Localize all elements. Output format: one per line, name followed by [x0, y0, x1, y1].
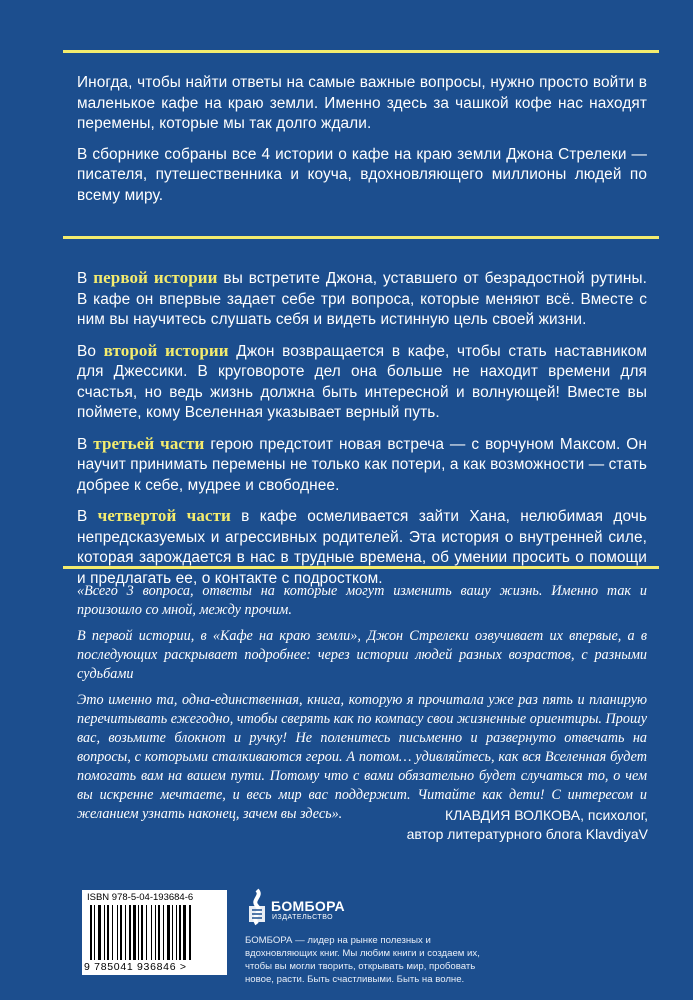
barcode-stripe	[120, 905, 122, 960]
story-paragraph-2	[77, 341, 647, 424]
signature-title: автор литературного блога KlavdiyaV	[406, 826, 648, 842]
barcode-stripe	[141, 905, 143, 960]
intro-paragraph-2: В сборнике собраны все 4 истории о кафе на краю земли Джона Стрелеки — писателя, путешественника и коуча, вдохновляющего миллионы людей по всему миру.	[77, 145, 647, 204]
review-section	[77, 582, 647, 831]
story-2-text: Джон возвращается в кафе, чтобы стать наставником для Джессики. В круговороте дел она больше не находит времени для счастья, но ведь жизнь должна быть интересной и волнующей! Вместе вы поймете, кому Вселенная указывает верный путь.	[77, 342, 647, 421]
barcode-stripe	[146, 905, 147, 960]
barcode-stripe	[90, 905, 92, 960]
barcode-stripe	[125, 905, 126, 960]
barcode-stripe	[158, 905, 160, 960]
barcode-stripe	[117, 905, 118, 960]
story-2-highlight: второй истории	[103, 340, 229, 360]
intro-section	[77, 73, 647, 206]
publisher-blurb: БОМБОРА — лидер на рынке полезных и вдохновляющих книг. Мы любим книги и создаем их, чтобы вы могли творить, открывать мир, пробовать новое, расти. Быть счастливыми. Быть на волне.	[245, 935, 480, 985]
story-4-prefix: В	[77, 508, 98, 525]
publisher-sub: ИЗДАТЕЛЬСТВО	[272, 914, 334, 921]
story-1-text: вы встретите Джона, уставшего от безрадостной рутины. В кафе он впервые задает себе три вопроса, которые меняют всё. Вместе с ним вы научитесь слушать себя и видеть истинную цель своей жизни.	[77, 270, 647, 328]
publisher-name: БОМБОРА	[271, 898, 345, 914]
barcode-stripe	[183, 905, 186, 960]
review-paragraph-2: В первой истории, в «Кафе на краю земли», Джон Стрелеки озвучивает их впервые, а в последующих раскрывает подробнее: через истории людей разных возрастов, с разными судьбами	[77, 628, 647, 682]
review-paragraph-3: Это именно та, одна-единственная, книга, которую я прочитала уже раз пять и планирую перечитывать ежегодно, чтобы сверять как по компасу свои жизненные ориентиры. Прошу вас, возьмите блокнот и ручку! Не поленитесь письменно и развернуто отвечать на вопросы, с которыми сталкиваются герои. А потом… удивляйтесь, как вся Вселенная будет помогать вам на вашем пути. Потому что с вами обязательно будет случаться то, о чем вы искренне мечтаете, и весь мир вас поддержит. Читайте как дети! С интересом и желанием узнать наконец, зачем вы здесь».	[77, 692, 647, 822]
barcode-stripe	[98, 905, 101, 960]
top-rule	[63, 50, 659, 53]
barcode-stripe	[133, 905, 136, 960]
barcode-bars	[90, 905, 220, 960]
bombora-wave-icon	[245, 888, 269, 926]
intro-paragraph-1: Иногда, чтобы найти ответы на самые важные вопросы, нужно просто войти в маленькое кафе на краю земли. Именно здесь за чашкой кофе нас находят перемены, которые мы так долго ждали.	[77, 74, 647, 132]
story-3-prefix: В	[77, 435, 94, 453]
story-paragraph-4	[77, 506, 647, 589]
review-signature	[228, 806, 648, 844]
story-2-prefix: Во	[77, 342, 104, 360]
story-1-prefix: В	[77, 270, 94, 287]
story-paragraph-1	[77, 268, 647, 331]
story-4-highlight: четвертой части	[97, 506, 231, 525]
barcode-stripe	[167, 905, 170, 960]
barcode-stripe	[129, 905, 131, 960]
barcode-number: 9 785041 936846 >	[84, 961, 187, 973]
barcode-stripe	[179, 905, 181, 960]
publisher-logo	[245, 888, 355, 928]
barcode-stripe	[112, 905, 113, 960]
barcode-stripe	[138, 905, 139, 960]
signature-name: КЛАВДИЯ ВОЛКОВА, психолог,	[444, 807, 648, 823]
barcode-stripe	[189, 905, 191, 960]
barcode-stripe	[151, 905, 152, 960]
middle-rule	[63, 236, 659, 239]
barcode	[82, 890, 227, 975]
isbn-label: ISBN 978-5-04-193684-6	[87, 892, 194, 903]
barcode-stripe	[94, 905, 95, 960]
story-paragraph-3	[77, 434, 647, 497]
lower-rule	[63, 566, 659, 569]
barcode-stripe	[163, 905, 164, 960]
story-3-highlight: третьей части	[93, 433, 205, 453]
stories-section	[77, 268, 647, 599]
barcode-stripe	[155, 905, 156, 960]
barcode-stripe	[107, 905, 109, 960]
story-1-highlight: первой истории	[93, 268, 218, 287]
barcode-stripe	[104, 905, 105, 960]
barcode-stripe	[172, 905, 173, 960]
barcode-stripe	[176, 905, 177, 960]
review-paragraph-1: «Всего 3 вопроса, ответы на которые могут изменить вашу жизнь. Именно так и произошло со мной, между прочим.	[77, 583, 647, 618]
story-4-text: в кафе осмеливается зайти Хана, нелюбимая дочь непредсказуемых и агрессивных родителей. Эта история о внутренней силе, которая зарождается в нас в трудные времена, об умении просить о помощи и предлагать ее, о контакте с подростком.	[77, 508, 647, 587]
story-3-text: герою предстоит новая встреча — с ворчуном Максом. Он научит принимать перемены не только как потери, а как возможности — стать добрее к себе, мудрее и свободнее.	[77, 435, 647, 494]
